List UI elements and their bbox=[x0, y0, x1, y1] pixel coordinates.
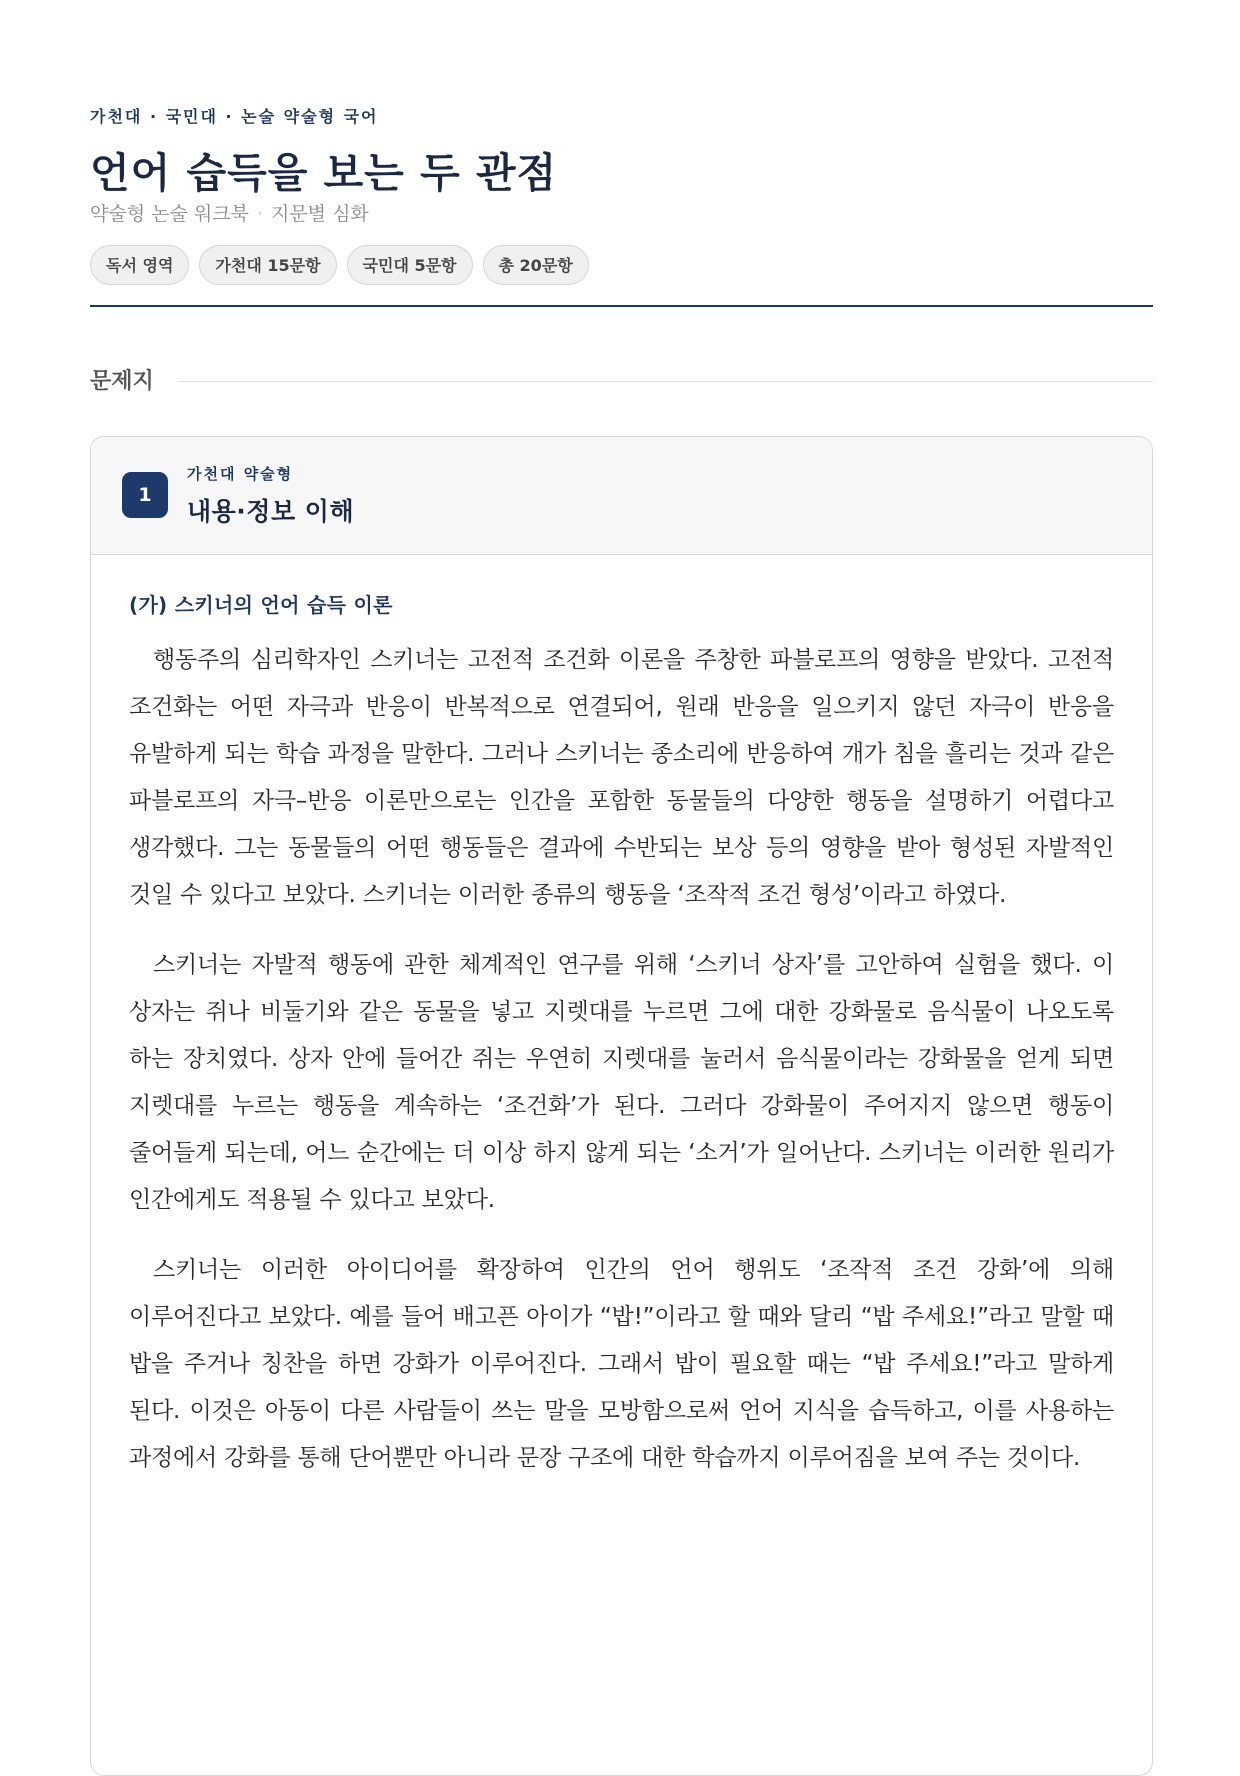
passage-paragraph-1: 행동주의 심리학자인 스키너는 고전적 조건화 이론을 주창한 파블로프의 영향을 받았다. 고전적 조건화는 어떤 자극과 반응이 반복적으로 연결되어, 원래 반응을 일으키지 않던 자극이 반응을 유발하게 되는 학습 과정을 말한다. 그러나 스키너는 종소리에 반응하여 개가 침을 흘리는 것과 같은 파블로프의 자극–반응 이론만으로는 인간을 포함한 동물들의 다양한 행동을 설명하기 어렵다고 생각했다. 그는 동물들의 어떤 행동들은 결과에 수반되는 보상 등의 영향을 받아 형성된 자발적인 것일 수 있다고 보았다. 스키너는 이러한 종류의 행동을 ‘조작적 조건 형성’이라고 하였다. bbox=[129, 647, 1114, 908]
passage-body bbox=[91, 555, 1152, 1482]
subtitle-workbook: 약술형 논술 워크북 bbox=[90, 203, 249, 225]
subtitle-depth: 지문별 심화 bbox=[270, 203, 369, 225]
header-eyebrow: 가천대 · 국민대 · 논술 약술형 국어 bbox=[90, 107, 379, 126]
question-card bbox=[90, 436, 1153, 1776]
section-divider bbox=[178, 381, 1153, 382]
question-header bbox=[91, 437, 1152, 555]
chip-kookmin-count: 국민대 5문항 bbox=[347, 245, 473, 285]
chip-total-count: 총 20문항 bbox=[483, 245, 589, 285]
chip-gachon-count: 가천대 15문항 bbox=[199, 245, 336, 285]
passage-paragraph-3: 스키너는 이러한 아이디어를 확장하여 인간의 언어 행위도 ‘조작적 조건 강화’에 의해 이루어진다고 보았다. 예를 들어 배고픈 아이가 “밥!”이라고 할 때와 달리 “밥 주세요!”라고 말할 때 밥을 주거나 칭찬을 하면 강화가 이루어진다. 그래서 밥이 필요할 때는 “밥 주세요!”라고 말하게 된다. 이것은 아동이 다른 사람들이 쓰는 말을 모방함으로써 언어 지식을 습득하고, 이를 사용하는 과정에서 강화를 통해 단어뿐만 아니라 문장 구조에 대한 학습까지 이루어짐을 보여 주는 것이다. bbox=[129, 1257, 1114, 1471]
workbook-page bbox=[90, 0, 1153, 1754]
question-title: 내용·정보 이해 bbox=[187, 497, 355, 526]
subtitle-separator: · bbox=[256, 203, 263, 225]
section-label: 문제지 bbox=[90, 369, 154, 394]
passage-title: (가) 스키너의 언어 습득 이론 bbox=[129, 593, 393, 617]
page-subtitle bbox=[90, 199, 369, 226]
passage-paragraph-2: 스키너는 자발적 행동에 관한 체계적인 연구를 위해 ‘스키너 상자’를 고안하여 실험을 했다. 이 상자는 쥐나 비둘기와 같은 동물을 넣고 지렛대를 누르면 그에 대한 강화물로 음식물이 나오도록 하는 장치였다. 상자 안에 들어간 쥐는 우연히 지렛대를 눌러서 음식물이라는 강화물을 얻게 되면 지렛대를 누르는 행동을 계속하는 ‘조건화’가 된다. 그러다 강화물이 주어지지 않으면 행동이 줄어들게 되는데, 어느 순간에는 더 이상 하지 않게 되는 ‘소거’가 일어난다. 스키너는 이러한 원리가 인간에게도 적용될 수 있다고 보았다. bbox=[129, 952, 1114, 1213]
question-number-badge: 1 bbox=[122, 472, 168, 518]
question-kicker: 가천대 약술형 bbox=[187, 465, 294, 483]
header-divider bbox=[90, 305, 1153, 307]
chip-reading-area: 독서 영역 bbox=[90, 245, 189, 285]
page-title: 언어 습득을 보는 두 관점 bbox=[90, 149, 558, 197]
tag-chips bbox=[90, 245, 589, 285]
